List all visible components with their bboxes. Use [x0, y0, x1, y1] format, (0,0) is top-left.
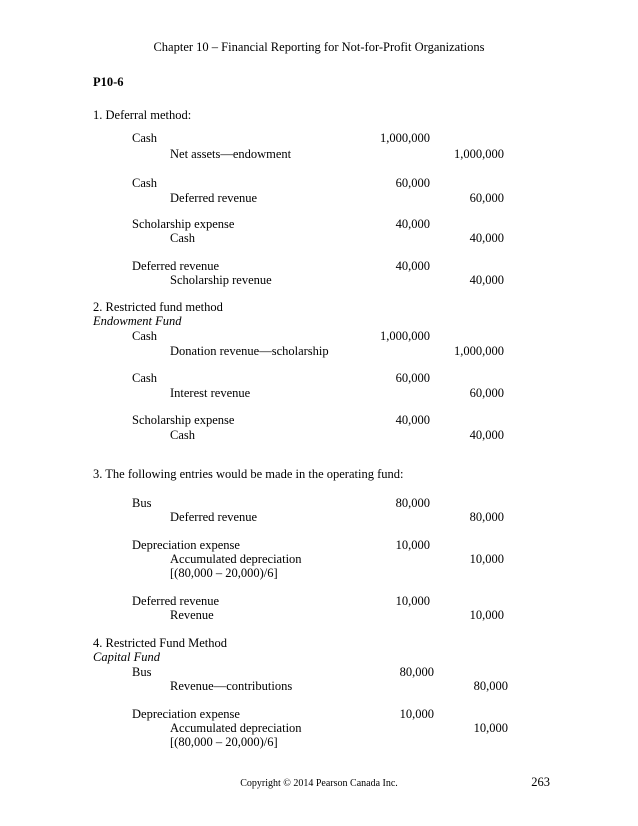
credit-account: Interest revenue	[170, 386, 251, 400]
credit-amount: 80,000	[473, 679, 508, 693]
debit-account: Depreciation expense	[132, 538, 240, 552]
debit-amount: 80,000	[399, 665, 434, 679]
credit-amount: 60,000	[469, 386, 504, 400]
debit-amount: 40,000	[395, 217, 430, 231]
problem-label: P10-6	[93, 75, 124, 89]
debit-account: Bus	[132, 496, 152, 510]
debit-amount: 40,000	[395, 413, 430, 427]
debit-account: Cash	[132, 329, 157, 343]
credit-amount: 40,000	[469, 428, 504, 442]
credit-account: Revenue—contributions	[170, 679, 293, 693]
credit-amount: 80,000	[469, 510, 504, 524]
credit-account: Cash	[170, 231, 195, 245]
debit-amount: 10,000	[395, 594, 430, 608]
debit-account: Bus	[132, 665, 152, 679]
section-4-heading: 4. Restricted Fund Method	[93, 636, 228, 650]
debit-amount: 1,000,000	[380, 329, 430, 343]
debit-amount: 10,000	[399, 707, 434, 721]
debit-amount: 40,000	[395, 259, 430, 273]
copyright-notice: Copyright © 2014 Pearson Canada Inc.	[240, 778, 398, 789]
credit-account: Deferred revenue	[170, 191, 258, 205]
credit-amount: 40,000	[469, 231, 504, 245]
credit-amount: 10,000	[469, 608, 504, 622]
debit-account: Cash	[132, 371, 157, 385]
debit-amount: 80,000	[395, 496, 430, 510]
page-header: Chapter 10 – Financial Reporting for Not-for-Profit Organizations	[153, 40, 485, 54]
credit-amount: 10,000	[469, 552, 504, 566]
credit-account: Deferred revenue	[170, 510, 258, 524]
credit-amount: 40,000	[469, 273, 504, 287]
debit-amount: 1,000,000	[380, 131, 430, 145]
debit-amount: 60,000	[395, 371, 430, 385]
debit-account: Scholarship expense	[132, 217, 235, 231]
calculation-note: [(80,000 – 20,000)/6]	[170, 735, 278, 749]
credit-amount: 10,000	[473, 721, 508, 735]
credit-account: Net assets—endowment	[170, 147, 292, 161]
section-1-heading: 1. Deferral method:	[93, 108, 192, 122]
fund-subheading: Endowment Fund	[93, 314, 182, 328]
page-number: 263	[531, 775, 550, 789]
debit-amount: 60,000	[395, 176, 430, 190]
fund-subheading: Capital Fund	[93, 650, 161, 664]
credit-account: Cash	[170, 428, 195, 442]
debit-account: Deferred revenue	[132, 259, 220, 273]
calculation-note: [(80,000 – 20,000)/6]	[170, 566, 278, 580]
credit-account: Scholarship revenue	[170, 273, 272, 287]
section-2-heading: 2. Restricted fund method	[93, 300, 223, 314]
debit-account: Deferred revenue	[132, 594, 220, 608]
credit-amount: 60,000	[469, 191, 504, 205]
debit-account: Scholarship expense	[132, 413, 235, 427]
debit-account: Depreciation expense	[132, 707, 240, 721]
credit-amount: 1,000,000	[454, 344, 504, 358]
debit-account: Cash	[132, 176, 157, 190]
credit-account: Revenue	[170, 608, 214, 622]
section-3-heading: 3. The following entries would be made in the operating fund:	[93, 467, 404, 481]
credit-account: Accumulated depreciation	[170, 721, 302, 735]
debit-account: Cash	[132, 131, 157, 145]
debit-amount: 10,000	[395, 538, 430, 552]
credit-account: Donation revenue—scholarship	[170, 344, 329, 358]
credit-account: Accumulated depreciation	[170, 552, 302, 566]
credit-amount: 1,000,000	[454, 147, 504, 161]
